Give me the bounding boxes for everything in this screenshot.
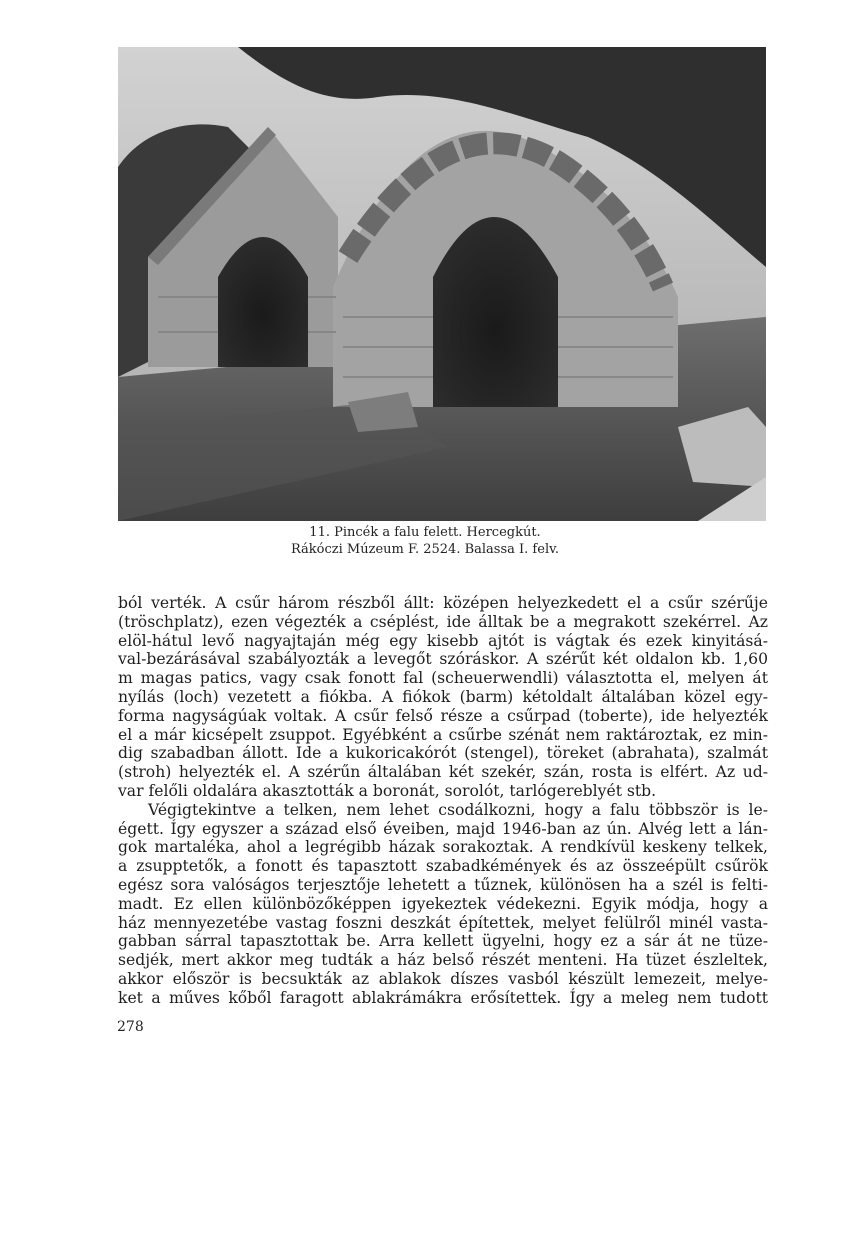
text-line: dig szabadban állott. Ide a kukoricakórót (stengel), töreket (abrahata), szalmát	[118, 744, 768, 763]
text-line: sedjék, mert akkor meg tudták a ház belső részét menteni. Ha tüzet észleltek,	[118, 951, 768, 970]
body-text	[118, 594, 768, 1008]
text-line: a zsupptetők, a fonott és tapasztott szabadkémények és az összeépült csűrök	[118, 857, 768, 876]
text-line: gabban sárral tapasztottak be. Arra kellett ügyelni, hogy ez a sár át ne tüze-	[118, 932, 768, 951]
text-line: égett. Így egyszer a század első éveiben, majd 1946-ban az ún. Alvég lett a lán-	[118, 819, 768, 838]
cellar-photo	[118, 47, 766, 521]
text-line: ház mennyezetébe vastag foszni deszkát építettek, melyet felülről minél vasta-	[118, 913, 768, 932]
text-line: elöl-hátul levő nagyajtaján még egy kisebb ajtót is vágtak és ezek kinyitásá-	[118, 631, 768, 650]
text-line: madt. Ez ellen különbözőképpen igyekeztek védekezni. Egyik módja, hogy a	[118, 894, 768, 913]
text-line: gok martaléka, ahol a legrégibb házak sorakoztak. A rendkívül keskeny telkek,	[118, 838, 768, 857]
text-line: (stroh) helyezték el. A szérűn általában két szekér, szán, rosta is elfért. Az ud-	[118, 763, 768, 782]
text-line: m magas patics, vagy csak fonott fal (scheuerwendli) választotta el, melyen át	[118, 669, 768, 688]
text-line: akkor először is becsukták az ablakok díszes vasból készült lemezeit, melye-	[118, 969, 768, 988]
caption-line-1: 11. Pincék a falu felett. Hercegkút.	[309, 525, 541, 540]
text-line: egész sora valóságos terjesztője lehetett a tűznek, különösen ha a szél is felti-	[118, 875, 768, 894]
text-line: val-bezárásával szabályozták a levegőt szóráskor. A szérűt két oldalon kb. 1,60	[118, 650, 768, 669]
text-line: ket a műves kőből faragott ablakrámákra erősítettek. Így a meleg nem tudott	[118, 988, 768, 1007]
caption-line-2: Rákóczi Múzeum F. 2524. Balassa I. felv.	[290, 542, 560, 557]
text-line: var felőli oldalára akasztották a boronát, sorolót, tarlógereblyét stb.	[118, 781, 657, 800]
text-line: Végigtekintve a telken, nem lehet csodálkozni, hogy a falu többször is le-	[148, 800, 768, 819]
text-line: (tröschplatz), ezen végezték a cséplést, ide álltak be a megrakott szekérrel. Az	[118, 612, 768, 631]
page-number: 278	[117, 1019, 144, 1035]
figure-caption	[0, 524, 850, 558]
text-line: el a már kicsépelt zsuppot. Egyébként a csűrbe szénát nem raktároztak, ez min-	[118, 725, 768, 744]
text-line: nyílás (loch) vezetett a fiókba. A fiókok (barm) kétoldalt általában közel egy-	[118, 687, 768, 706]
text-line: ból verték. A csűr három részből állt: középen helyezkedett el a csűr szérűje	[118, 594, 768, 612]
text-line: forma nagyságúak voltak. A csűr felső része a csűrpad (toberte), ide helyezték	[118, 706, 768, 725]
